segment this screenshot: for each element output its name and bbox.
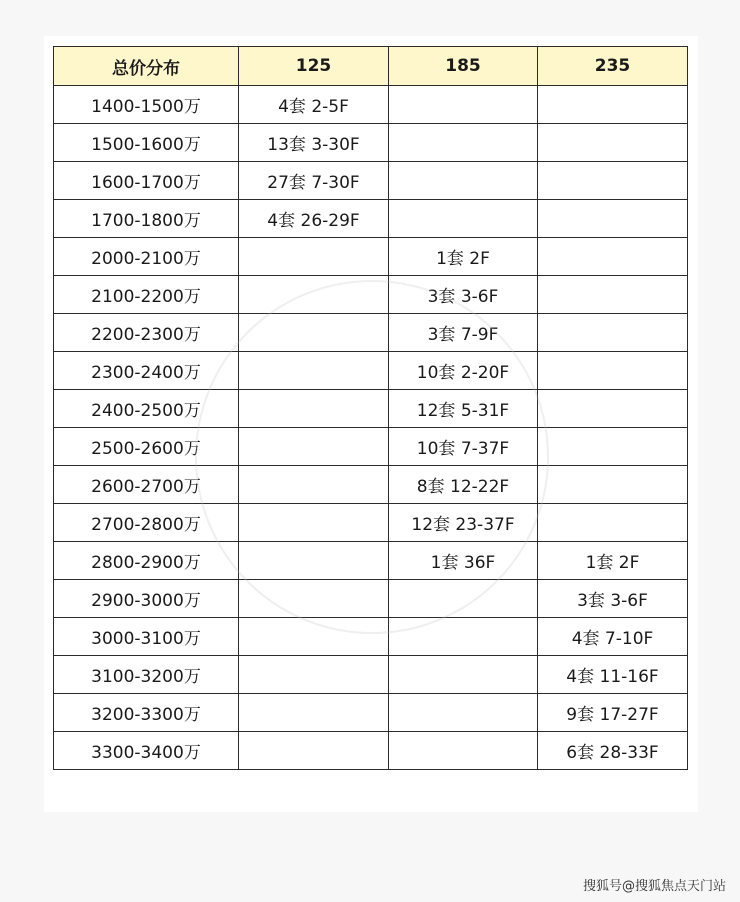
price-range-cell: 2300-2400万 [54,352,239,390]
table-row [54,656,688,694]
table-row [54,162,688,200]
price-range-cell: 3200-3300万 [54,694,239,732]
table-row [54,580,688,618]
unit-count-cell [538,276,688,314]
unit-count-cell [239,314,389,352]
unit-count-cell: 10套 2-20F [389,352,538,390]
price-range-cell: 3000-3100万 [54,618,239,656]
unit-count-cell [239,618,389,656]
unit-count-cell [538,124,688,162]
price-range-cell: 2100-2200万 [54,276,239,314]
price-range-cell: 2600-2700万 [54,466,239,504]
table-row [54,390,688,428]
table-row [54,86,688,124]
unit-count-cell: 27套 7-30F [239,162,389,200]
table-row [54,428,688,466]
unit-count-cell [389,732,538,770]
price-range-cell: 1600-1700万 [54,162,239,200]
unit-count-cell: 3套 7-9F [389,314,538,352]
unit-count-cell: 12套 23-37F [389,504,538,542]
unit-count-cell [239,656,389,694]
price-range-cell: 1400-1500万 [54,86,239,124]
unit-count-cell [389,124,538,162]
table-row [54,466,688,504]
unit-count-cell [389,200,538,238]
table-row [54,352,688,390]
price-range-cell: 1500-1600万 [54,124,239,162]
unit-count-cell [239,428,389,466]
unit-count-cell: 13套 3-30F [239,124,389,162]
table-row [54,276,688,314]
table-body [54,86,688,770]
table-row [54,238,688,276]
price-range-cell: 2900-3000万 [54,580,239,618]
unit-count-cell [239,732,389,770]
table-row [54,504,688,542]
price-range-cell: 2400-2500万 [54,390,239,428]
unit-count-cell [239,352,389,390]
unit-count-cell: 10套 7-37F [389,428,538,466]
header-area-235: 235 [538,47,688,86]
unit-count-cell: 3套 3-6F [389,276,538,314]
table-row [54,124,688,162]
unit-count-cell [239,694,389,732]
unit-count-cell: 3套 3-6F [538,580,688,618]
table-header-row [54,47,688,86]
unit-count-cell [389,86,538,124]
unit-count-cell [239,580,389,618]
unit-count-cell: 1套 2F [538,542,688,580]
price-range-cell: 2200-2300万 [54,314,239,352]
unit-count-cell [389,162,538,200]
unit-count-cell: 4套 26-29F [239,200,389,238]
table-row [54,694,688,732]
unit-count-cell [389,580,538,618]
unit-count-cell [538,238,688,276]
table-row [54,200,688,238]
unit-count-cell: 4套 2-5F [239,86,389,124]
price-range-cell: 1700-1800万 [54,200,239,238]
unit-count-cell [538,352,688,390]
price-range-cell: 2700-2800万 [54,504,239,542]
unit-count-cell: 1套 2F [389,238,538,276]
table-row [54,732,688,770]
unit-count-cell [538,162,688,200]
table-row [54,618,688,656]
unit-count-cell [239,238,389,276]
unit-count-cell [538,428,688,466]
unit-count-cell [538,86,688,124]
unit-count-cell: 6套 28-33F [538,732,688,770]
price-range-cell: 3300-3400万 [54,732,239,770]
unit-count-cell [239,504,389,542]
unit-count-cell: 4套 11-16F [538,656,688,694]
unit-count-cell: 1套 36F [389,542,538,580]
unit-count-cell: 8套 12-22F [389,466,538,504]
unit-count-cell: 9套 17-27F [538,694,688,732]
price-distribution-table [53,46,688,770]
unit-count-cell [389,656,538,694]
header-price-range: 总价分布 [54,47,239,86]
unit-count-cell [389,618,538,656]
header-area-125: 125 [239,47,389,86]
unit-count-cell [538,390,688,428]
table-row [54,314,688,352]
source-credit: 搜狐号@搜狐焦点天门站 [582,879,726,894]
unit-count-cell [239,466,389,504]
price-range-cell: 2800-2900万 [54,542,239,580]
price-range-cell: 3100-3200万 [54,656,239,694]
table-row [54,542,688,580]
unit-count-cell: 12套 5-31F [389,390,538,428]
price-range-cell: 2500-2600万 [54,428,239,466]
unit-count-cell [239,542,389,580]
header-area-185: 185 [389,47,538,86]
unit-count-cell [239,276,389,314]
unit-count-cell: 4套 7-10F [538,618,688,656]
unit-count-cell [389,694,538,732]
unit-count-cell [239,390,389,428]
unit-count-cell [538,466,688,504]
price-range-cell: 2000-2100万 [54,238,239,276]
unit-count-cell [538,504,688,542]
unit-count-cell [538,314,688,352]
unit-count-cell [538,200,688,238]
